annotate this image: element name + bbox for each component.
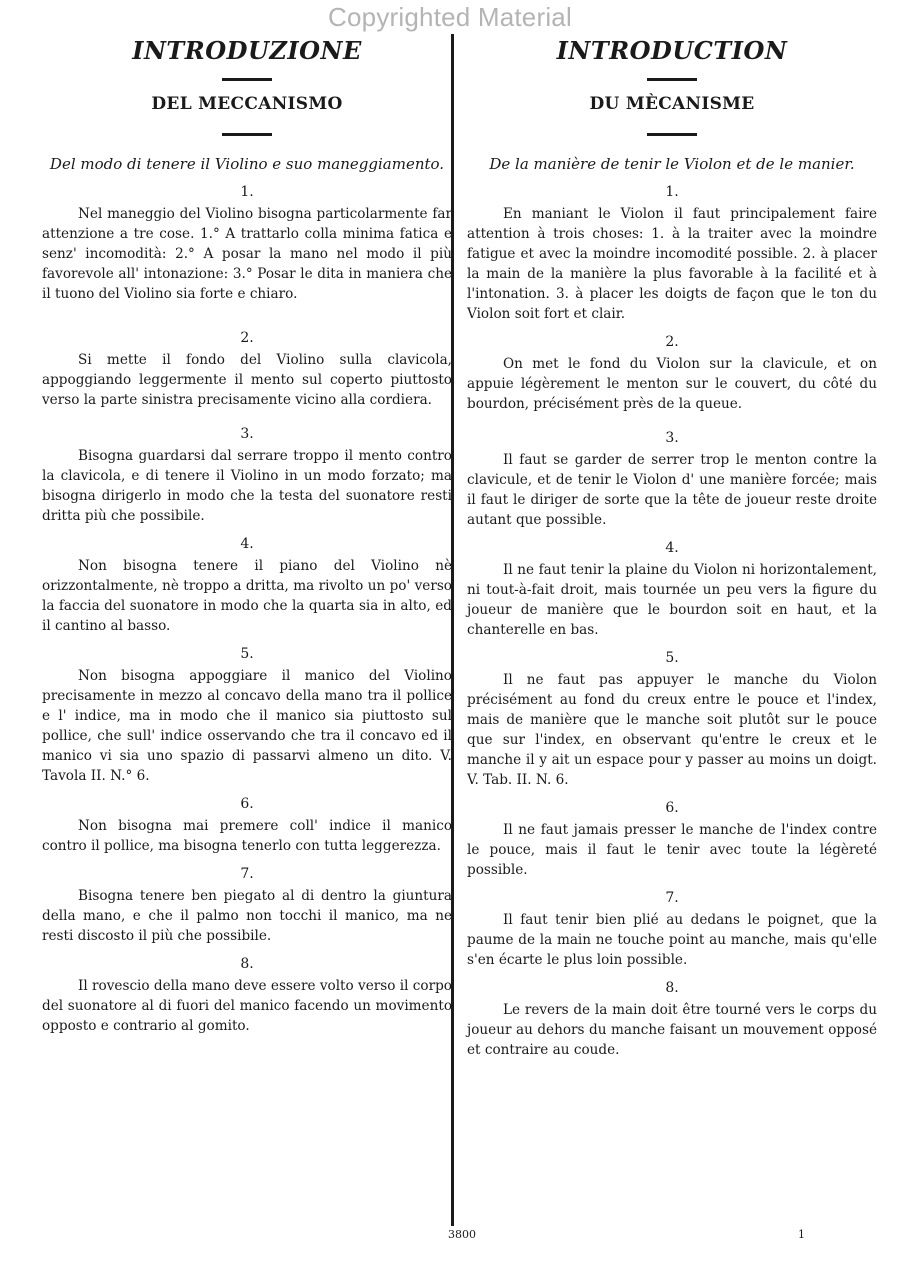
paragraph-number: 6.	[240, 796, 254, 812]
paragraph-text: Nel maneggio del Violino bisogna particolarmente far attenzione a tre cose. 1.° A trattarlo colla minima fatica e senz' incomodità: 2.° A posar la mano nel modo il più favorevole all' intonazione: 3.° Posar le dita in maniera che il tuono del Violino sia forte e chiaro.	[42, 206, 452, 302]
italian-column	[42, 34, 452, 1036]
paragraph	[467, 798, 877, 880]
paragraph-text: Non bisogna mai premere coll' indice il manico contro il pollice, ma bisogna tenerlo con tutta leggerezza.	[42, 818, 452, 854]
paragraph-number: 8.	[665, 980, 679, 996]
copyright-watermark: Copyrighted Material	[328, 2, 572, 32]
page-mark: 1	[798, 1228, 805, 1241]
subtitle-rule	[647, 133, 697, 136]
paragraph-text: Le revers de la main doit être tourné vers le corps du joueur au dehors du manche faisant un mouvement opposé et contraire au coude.	[467, 1002, 877, 1058]
paragraph	[42, 644, 452, 786]
title-rule	[222, 78, 272, 81]
paragraph-number: 4.	[665, 540, 679, 556]
paragraph-number: 3.	[665, 430, 679, 446]
paragraph	[467, 978, 877, 1060]
paragraph-text: Bisogna tenere ben piegato al di dentro la giuntura della mano, e che il palmo non tocchi il manico, ma ne resti discosto il più che possibile.	[42, 888, 452, 944]
paragraph-text: Si mette il fondo del Violino sulla clavicola, appoggiando leggermente il mento sul coperto piuttosto verso la parte sinistra precisamente vicino alla cordiera.	[42, 352, 452, 408]
paragraph-number: 6.	[665, 800, 679, 816]
paragraph-number: 4.	[240, 536, 254, 552]
italian-section-heading: Del modo di tenere il Violino e suo maneggiamento.	[49, 155, 445, 173]
paragraph-text: Il faut tenir bien plié au dedans le poignet, que la paume de la main ne touche point au manche, mais qu'elle s'en écarte le plus loin possible.	[467, 912, 877, 968]
paragraph	[467, 332, 877, 414]
paragraph-number: 1.	[240, 184, 254, 200]
paragraph-text: Non bisogna tenere il piano del Violino nè orizzontalmente, nè troppo a dritta, ma rivolto un po' verso la faccia del suonatore in modo che la quarta sia in alto, ed il cantino al basso.	[42, 558, 452, 634]
paragraph-number: 2.	[665, 334, 679, 350]
paragraph-text: Il ne faut pas appuyer le manche du Violon précisément au fond du creux entre le pouce et l'index, mais de manière que le manche soit plutôt sur le pouce que sur l'index, en observant qu'entre le creux et le manche il y ait un espace pour y passer au moins un doigt. V. Tab. II. N. 6.	[467, 672, 877, 788]
italian-subtitle: DEL MECCANISMO	[151, 94, 343, 114]
paragraph-number: 7.	[665, 890, 679, 906]
paragraph	[42, 328, 452, 410]
paragraph-number: 7.	[240, 866, 254, 882]
paragraph	[42, 424, 452, 526]
paragraph-number: 8.	[240, 956, 254, 972]
paragraph-number: 3.	[240, 426, 254, 442]
paragraph-number: 5.	[240, 646, 254, 662]
paragraph	[467, 538, 877, 640]
paragraph	[467, 428, 877, 530]
paragraph-number: 2.	[240, 330, 254, 346]
french-section-heading: De la manière de tenir le Violon et de le manier.	[489, 155, 855, 173]
paragraph	[467, 182, 877, 324]
french-subtitle: DU MÈCANISME	[589, 94, 755, 114]
paragraph-number: 1.	[665, 184, 679, 200]
page-number: 3800	[448, 1228, 476, 1241]
paragraph-text: Il ne faut jamais presser le manche de l'index contre le pouce, mais il faut le tenir avec toute la légèreté possible.	[467, 822, 877, 878]
paragraph-text: Il ne faut tenir la plaine du Violon ni horizontalement, ni tout-à-fait droit, mais tournée un peu vers la figure du joueur de manière que le bourdon soit en haut, et la chanterelle en bas.	[467, 562, 877, 638]
paragraph-text: Bisogna guardarsi dal serrare troppo il mento contro la clavicola, e di tenere il Violino in un modo forzato; ma bisogna dirigerlo in modo che la testa del suonatore resti dritta più che possibile.	[42, 448, 452, 524]
paragraph-text: En maniant le Violon il faut principalement faire attention à trois choses: 1. à la traiter avec la moindre fatigue et avec la moindre incomodité possible. 2. à placer la main de la manière la plus favorable à la facilité et à l'intonation. 3. à placer les doigts de façon que le ton du Violon soit fort et clair.	[467, 206, 877, 322]
paragraph-text: On met le fond du Violon sur la clavicule, et on appuie légèrement le menton sur le couvert, du côté du bourdon, précisément près de la queue.	[467, 356, 877, 412]
paragraph-number: 5.	[665, 650, 679, 666]
paragraph	[467, 648, 877, 790]
french-column	[467, 34, 877, 1060]
paragraph-text: Il rovescio della mano deve essere volto verso il corpo del suonatore al di fuori del manico facendo un movimento opposto e contrario al gomito.	[42, 978, 452, 1034]
paragraph	[42, 794, 452, 856]
paragraph	[42, 864, 452, 946]
paragraph	[42, 954, 452, 1036]
paragraph-text: Il faut se garder de serrer trop le menton contre la clavicule, et de tenir le Violon d' une manière forcée; mais il faut le diriger de sorte que la tête de joueur reste droite autant que possible.	[467, 452, 877, 528]
paragraph	[42, 182, 452, 304]
paragraph-text: Non bisogna appoggiare il manico del Violino precisamente in mezzo al concavo della mano tra il pollice e l' indice, ma in modo che il manico sia piuttosto sul pollice, che sull' indice osservando che tra il concavo ed il manico vi sia uno spazio di passarvi almeno un dito. V. Tavola II. N.° 6.	[42, 668, 452, 784]
french-title: INTRODUCTION	[556, 36, 788, 65]
paragraph	[467, 888, 877, 970]
paragraph	[42, 534, 452, 636]
title-rule	[647, 78, 697, 81]
italian-title: INTRODUZIONE	[132, 36, 362, 65]
subtitle-rule	[222, 133, 272, 136]
